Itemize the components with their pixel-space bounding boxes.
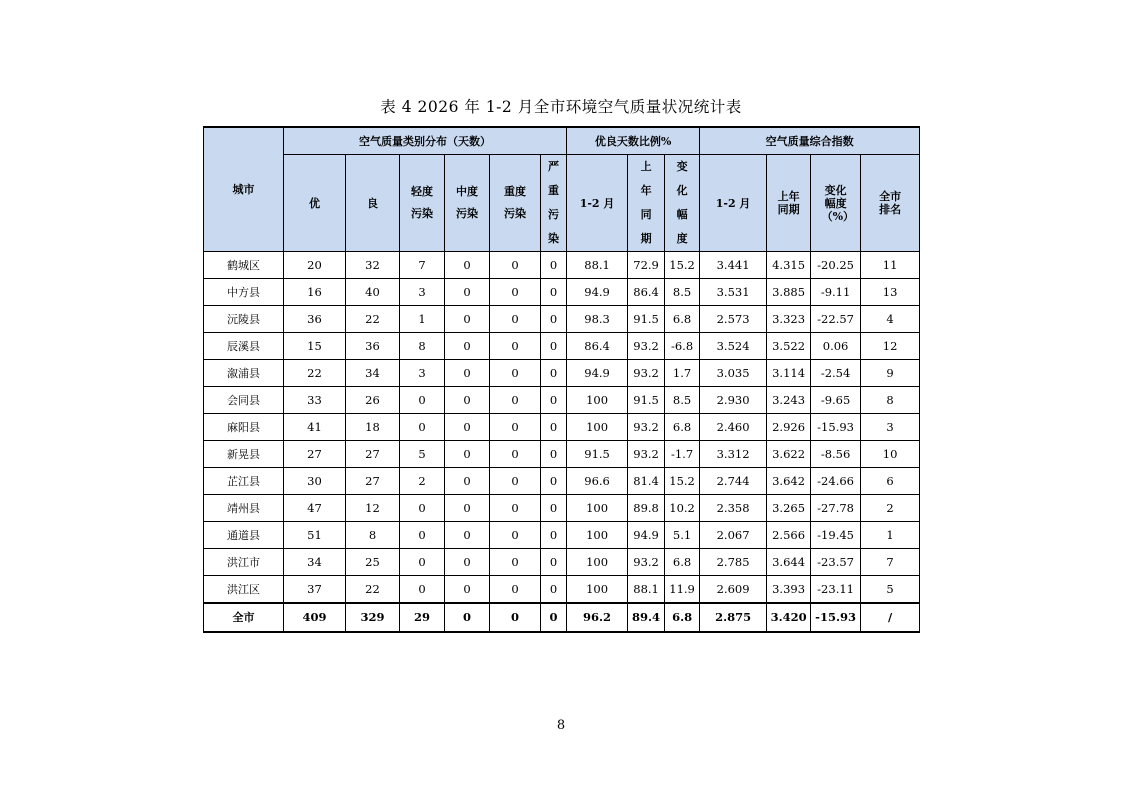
cell-index: 2.744 bbox=[700, 468, 767, 495]
cell-moderate: 0 bbox=[445, 549, 490, 576]
cell-city: 鹤城区 bbox=[204, 252, 284, 279]
header-excellent: 优 bbox=[284, 155, 346, 252]
cell-moderate: 0 bbox=[445, 603, 490, 632]
cell-rank: 12 bbox=[861, 333, 920, 360]
cell-good: 329 bbox=[346, 603, 400, 632]
cell-excellent: 409 bbox=[284, 603, 346, 632]
table-row bbox=[204, 495, 920, 522]
cell-good: 18 bbox=[346, 414, 400, 441]
cell-ratio-last: 72.9 bbox=[628, 252, 665, 279]
cell-index-change: -22.57 bbox=[811, 306, 861, 333]
cell-ratio-change: 6.8 bbox=[665, 306, 700, 333]
cell-city: 麻阳县 bbox=[204, 414, 284, 441]
cell-index-last: 3.642 bbox=[767, 468, 811, 495]
cell-rank: 1 bbox=[861, 522, 920, 549]
cell-ratio: 100 bbox=[567, 522, 628, 549]
cell-ratio-change: 11.9 bbox=[665, 576, 700, 604]
cell-ratio-last: 86.4 bbox=[628, 279, 665, 306]
cell-ratio-change: 15.2 bbox=[665, 252, 700, 279]
cell-index: 3.524 bbox=[700, 333, 767, 360]
cell-ratio-change: 10.2 bbox=[665, 495, 700, 522]
cell-light: 7 bbox=[400, 252, 445, 279]
cell-moderate: 0 bbox=[445, 252, 490, 279]
cell-ratio-change: 15.2 bbox=[665, 468, 700, 495]
cell-heavy: 0 bbox=[490, 603, 541, 632]
cell-heavy: 0 bbox=[490, 333, 541, 360]
cell-severe: 0 bbox=[541, 333, 567, 360]
cell-index-change: -24.66 bbox=[811, 468, 861, 495]
table-row bbox=[204, 333, 920, 360]
cell-severe: 0 bbox=[541, 522, 567, 549]
cell-ratio: 100 bbox=[567, 576, 628, 604]
table-row bbox=[204, 468, 920, 495]
cell-rank: 5 bbox=[861, 576, 920, 604]
cell-ratio-change: 8.5 bbox=[665, 279, 700, 306]
cell-index-change: -9.65 bbox=[811, 387, 861, 414]
cell-ratio-change: -1.7 bbox=[665, 441, 700, 468]
cell-index: 3.441 bbox=[700, 252, 767, 279]
cell-index-last: 3.243 bbox=[767, 387, 811, 414]
cell-ratio-change: -6.8 bbox=[665, 333, 700, 360]
cell-excellent: 27 bbox=[284, 441, 346, 468]
cell-moderate: 0 bbox=[445, 522, 490, 549]
table-row bbox=[204, 522, 920, 549]
cell-heavy: 0 bbox=[490, 495, 541, 522]
cell-moderate: 0 bbox=[445, 576, 490, 604]
cell-heavy: 0 bbox=[490, 522, 541, 549]
cell-severe: 0 bbox=[541, 360, 567, 387]
cell-index-last: 3.114 bbox=[767, 360, 811, 387]
cell-ratio-change: 8.5 bbox=[665, 387, 700, 414]
header-index-rank: 全市排名 bbox=[861, 155, 920, 252]
cell-ratio: 100 bbox=[567, 414, 628, 441]
cell-heavy: 0 bbox=[490, 414, 541, 441]
cell-excellent: 16 bbox=[284, 279, 346, 306]
cell-moderate: 0 bbox=[445, 333, 490, 360]
header-ratio-change: 变化幅度 bbox=[665, 155, 700, 252]
cell-city: 全市 bbox=[204, 603, 284, 632]
cell-index-change: -2.54 bbox=[811, 360, 861, 387]
cell-excellent: 20 bbox=[284, 252, 346, 279]
cell-ratio: 91.5 bbox=[567, 441, 628, 468]
table-row bbox=[204, 441, 920, 468]
table-body bbox=[204, 252, 920, 633]
table-row bbox=[204, 387, 920, 414]
table-total-row bbox=[204, 603, 920, 632]
cell-city: 沅陵县 bbox=[204, 306, 284, 333]
header-distribution-group: 空气质量类别分布（天数） bbox=[284, 127, 567, 155]
cell-ratio-last: 93.2 bbox=[628, 441, 665, 468]
cell-city: 芷江县 bbox=[204, 468, 284, 495]
cell-good: 27 bbox=[346, 468, 400, 495]
cell-excellent: 37 bbox=[284, 576, 346, 604]
cell-light: 29 bbox=[400, 603, 445, 632]
cell-city: 新晃县 bbox=[204, 441, 284, 468]
cell-ratio-last: 88.1 bbox=[628, 576, 665, 604]
header-index-last-year: 上年同期 bbox=[767, 155, 811, 252]
cell-rank: 7 bbox=[861, 549, 920, 576]
cell-light: 0 bbox=[400, 522, 445, 549]
table-row bbox=[204, 576, 920, 604]
cell-moderate: 0 bbox=[445, 468, 490, 495]
cell-ratio: 86.4 bbox=[567, 333, 628, 360]
cell-rank: 3 bbox=[861, 414, 920, 441]
cell-severe: 0 bbox=[541, 414, 567, 441]
cell-index-last: 3.622 bbox=[767, 441, 811, 468]
table-row bbox=[204, 306, 920, 333]
cell-moderate: 0 bbox=[445, 360, 490, 387]
cell-index: 2.358 bbox=[700, 495, 767, 522]
cell-city: 中方县 bbox=[204, 279, 284, 306]
cell-city: 通道县 bbox=[204, 522, 284, 549]
cell-index: 2.785 bbox=[700, 549, 767, 576]
cell-ratio: 96.2 bbox=[567, 603, 628, 632]
cell-severe: 0 bbox=[541, 468, 567, 495]
cell-light: 2 bbox=[400, 468, 445, 495]
cell-index: 3.312 bbox=[700, 441, 767, 468]
cell-moderate: 0 bbox=[445, 495, 490, 522]
header-ratio-period: 1-2 月 bbox=[567, 155, 628, 252]
header-index-change: 变化幅度（%） bbox=[811, 155, 861, 252]
cell-light: 0 bbox=[400, 387, 445, 414]
cell-good: 34 bbox=[346, 360, 400, 387]
cell-ratio-change: 6.8 bbox=[665, 603, 700, 632]
cell-ratio-last: 89.8 bbox=[628, 495, 665, 522]
cell-index-change: -19.45 bbox=[811, 522, 861, 549]
cell-index-change: -15.93 bbox=[811, 414, 861, 441]
cell-index-change: 0.06 bbox=[811, 333, 861, 360]
cell-rank: 10 bbox=[861, 441, 920, 468]
cell-heavy: 0 bbox=[490, 549, 541, 576]
cell-light: 0 bbox=[400, 495, 445, 522]
cell-ratio-last: 93.2 bbox=[628, 549, 665, 576]
cell-ratio: 100 bbox=[567, 549, 628, 576]
header-index-group: 空气质量综合指数 bbox=[700, 127, 920, 155]
cell-rank: 6 bbox=[861, 468, 920, 495]
cell-index-last: 3.885 bbox=[767, 279, 811, 306]
cell-rank: 4 bbox=[861, 306, 920, 333]
cell-index-change: -8.56 bbox=[811, 441, 861, 468]
cell-good: 12 bbox=[346, 495, 400, 522]
cell-heavy: 0 bbox=[490, 279, 541, 306]
cell-heavy: 0 bbox=[490, 576, 541, 604]
cell-excellent: 22 bbox=[284, 360, 346, 387]
table-row bbox=[204, 414, 920, 441]
header-ratio-last-year: 上年同期 bbox=[628, 155, 665, 252]
cell-excellent: 51 bbox=[284, 522, 346, 549]
cell-rank: 9 bbox=[861, 360, 920, 387]
cell-good: 22 bbox=[346, 576, 400, 604]
cell-index-last: 3.420 bbox=[767, 603, 811, 632]
cell-ratio: 88.1 bbox=[567, 252, 628, 279]
air-quality-table bbox=[203, 126, 920, 633]
cell-index-change: -15.93 bbox=[811, 603, 861, 632]
cell-index-change: -20.25 bbox=[811, 252, 861, 279]
cell-ratio-last: 93.2 bbox=[628, 333, 665, 360]
cell-rank: / bbox=[861, 603, 920, 632]
cell-ratio: 94.9 bbox=[567, 360, 628, 387]
cell-ratio: 94.9 bbox=[567, 279, 628, 306]
cell-severe: 0 bbox=[541, 603, 567, 632]
cell-index-change: -27.78 bbox=[811, 495, 861, 522]
header-ratio-group: 优良天数比例% bbox=[567, 127, 700, 155]
cell-excellent: 47 bbox=[284, 495, 346, 522]
cell-index: 3.035 bbox=[700, 360, 767, 387]
cell-heavy: 0 bbox=[490, 252, 541, 279]
cell-severe: 0 bbox=[541, 441, 567, 468]
cell-moderate: 0 bbox=[445, 387, 490, 414]
header-good: 良 bbox=[346, 155, 400, 252]
cell-moderate: 0 bbox=[445, 306, 490, 333]
cell-good: 8 bbox=[346, 522, 400, 549]
header-heavy-pollution: 重度污染 bbox=[490, 155, 541, 252]
cell-good: 22 bbox=[346, 306, 400, 333]
cell-moderate: 0 bbox=[445, 441, 490, 468]
cell-ratio-change: 6.8 bbox=[665, 414, 700, 441]
cell-light: 3 bbox=[400, 360, 445, 387]
cell-index-last: 3.393 bbox=[767, 576, 811, 604]
cell-index-change: -23.11 bbox=[811, 576, 861, 604]
cell-ratio-change: 1.7 bbox=[665, 360, 700, 387]
cell-index-last: 3.644 bbox=[767, 549, 811, 576]
cell-excellent: 15 bbox=[284, 333, 346, 360]
cell-severe: 0 bbox=[541, 306, 567, 333]
cell-good: 27 bbox=[346, 441, 400, 468]
cell-ratio-last: 91.5 bbox=[628, 306, 665, 333]
cell-excellent: 33 bbox=[284, 387, 346, 414]
cell-rank: 2 bbox=[861, 495, 920, 522]
cell-index-last: 2.566 bbox=[767, 522, 811, 549]
cell-rank: 13 bbox=[861, 279, 920, 306]
header-severe-pollution: 严重污染 bbox=[541, 155, 567, 252]
cell-city: 辰溪县 bbox=[204, 333, 284, 360]
cell-index-change: -23.57 bbox=[811, 549, 861, 576]
table-row bbox=[204, 279, 920, 306]
cell-heavy: 0 bbox=[490, 387, 541, 414]
header-row-columns bbox=[204, 155, 920, 252]
header-moderate-pollution: 中度污染 bbox=[445, 155, 490, 252]
cell-excellent: 41 bbox=[284, 414, 346, 441]
table-row bbox=[204, 360, 920, 387]
cell-ratio: 100 bbox=[567, 495, 628, 522]
cell-city: 会同县 bbox=[204, 387, 284, 414]
cell-light: 0 bbox=[400, 414, 445, 441]
header-row-groups bbox=[204, 127, 920, 155]
cell-severe: 0 bbox=[541, 549, 567, 576]
cell-moderate: 0 bbox=[445, 279, 490, 306]
cell-ratio-last: 91.5 bbox=[628, 387, 665, 414]
cell-excellent: 30 bbox=[284, 468, 346, 495]
cell-light: 3 bbox=[400, 279, 445, 306]
cell-index-last: 3.522 bbox=[767, 333, 811, 360]
cell-index-last: 4.315 bbox=[767, 252, 811, 279]
table-caption: 表 4 2026 年 1-2 月全市环境空气质量状况统计表 bbox=[380, 98, 742, 116]
header-index-period: 1-2 月 bbox=[700, 155, 767, 252]
cell-heavy: 0 bbox=[490, 306, 541, 333]
cell-severe: 0 bbox=[541, 495, 567, 522]
cell-ratio-last: 89.4 bbox=[628, 603, 665, 632]
cell-city: 洪江市 bbox=[204, 549, 284, 576]
cell-index: 2.930 bbox=[700, 387, 767, 414]
cell-rank: 11 bbox=[861, 252, 920, 279]
cell-index-last: 3.323 bbox=[767, 306, 811, 333]
cell-index-change: -9.11 bbox=[811, 279, 861, 306]
cell-good: 25 bbox=[346, 549, 400, 576]
cell-index: 2.460 bbox=[700, 414, 767, 441]
cell-index: 2.875 bbox=[700, 603, 767, 632]
cell-ratio-change: 5.1 bbox=[665, 522, 700, 549]
cell-rank: 8 bbox=[861, 387, 920, 414]
cell-light: 1 bbox=[400, 306, 445, 333]
cell-index-last: 2.926 bbox=[767, 414, 811, 441]
cell-ratio: 100 bbox=[567, 387, 628, 414]
cell-index-last: 3.265 bbox=[767, 495, 811, 522]
cell-ratio-change: 6.8 bbox=[665, 549, 700, 576]
cell-heavy: 0 bbox=[490, 360, 541, 387]
cell-index: 2.067 bbox=[700, 522, 767, 549]
cell-ratio-last: 93.2 bbox=[628, 360, 665, 387]
cell-excellent: 36 bbox=[284, 306, 346, 333]
cell-good: 32 bbox=[346, 252, 400, 279]
cell-city: 靖州县 bbox=[204, 495, 284, 522]
cell-ratio-last: 93.2 bbox=[628, 414, 665, 441]
table-row bbox=[204, 549, 920, 576]
cell-ratio-last: 94.9 bbox=[628, 522, 665, 549]
cell-moderate: 0 bbox=[445, 414, 490, 441]
cell-light: 5 bbox=[400, 441, 445, 468]
page-number: 8 bbox=[556, 718, 566, 733]
cell-severe: 0 bbox=[541, 576, 567, 604]
cell-severe: 0 bbox=[541, 387, 567, 414]
cell-heavy: 0 bbox=[490, 468, 541, 495]
cell-good: 40 bbox=[346, 279, 400, 306]
table-row bbox=[204, 252, 920, 279]
cell-excellent: 34 bbox=[284, 549, 346, 576]
header-light-pollution: 轻度污染 bbox=[400, 155, 445, 252]
cell-good: 26 bbox=[346, 387, 400, 414]
cell-severe: 0 bbox=[541, 279, 567, 306]
cell-city: 溆浦县 bbox=[204, 360, 284, 387]
cell-index: 3.531 bbox=[700, 279, 767, 306]
cell-light: 0 bbox=[400, 576, 445, 604]
cell-good: 36 bbox=[346, 333, 400, 360]
cell-index: 2.609 bbox=[700, 576, 767, 604]
cell-ratio: 98.3 bbox=[567, 306, 628, 333]
cell-light: 8 bbox=[400, 333, 445, 360]
header-city: 城市 bbox=[204, 127, 284, 252]
cell-severe: 0 bbox=[541, 252, 567, 279]
cell-heavy: 0 bbox=[490, 441, 541, 468]
cell-ratio-last: 81.4 bbox=[628, 468, 665, 495]
cell-light: 0 bbox=[400, 549, 445, 576]
cell-city: 洪江区 bbox=[204, 576, 284, 604]
cell-index: 2.573 bbox=[700, 306, 767, 333]
cell-ratio: 96.6 bbox=[567, 468, 628, 495]
